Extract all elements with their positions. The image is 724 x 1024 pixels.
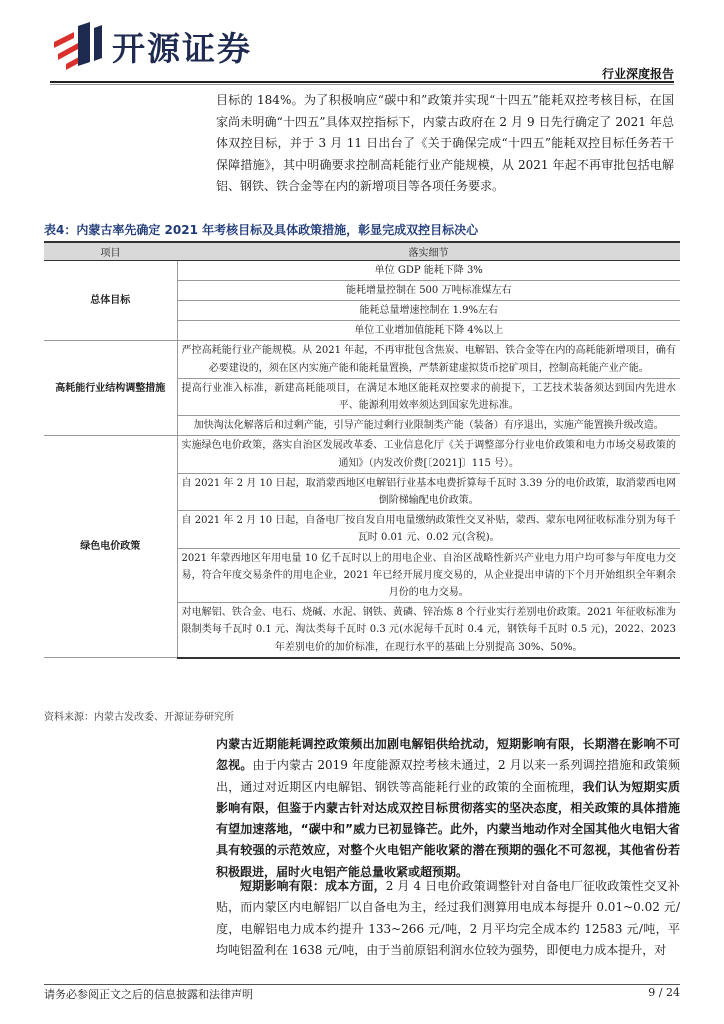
detail-cell: 能耗总量增速控制在 1.9%左右: [177, 300, 680, 320]
detail-cell: 能耗增量控制在 500 万吨标准煤左右: [177, 280, 680, 300]
paragraph-lead: 内蒙古近期能耗调控政策频出加剧电解铝供给扰动，短期影响有限，长期潜在影响不可忽视。: [216, 737, 680, 773]
paragraph-text: 2 月 4 日电价政策调整针对自备电厂征收政策性交叉补贴，而内蒙区内电解铝厂以自备电为主，经过我们测算用电成本每提升 0.01~0.02 元/度，电解铝电力成本约提升 133~266 元/吨，2 月平均完全成本约 12583 元/吨，平均吨铝盈利在 1638 元/吨，由于当前原铝利润水位较为强势，即便电力成本提升，对: [216, 879, 680, 957]
category-overall-target: 总体目标: [44, 260, 177, 341]
detail-cell: 严控高耗能行业产能规模。从 2021 年起，不再审批包含焦炭、电解铝、铁合金等在内的高耗能新增项目，确有必要建设的，须在区内实施产能和能耗量置换，严禁新建虚拟货币挖矿项目，控制高耗能产业产能。: [177, 341, 680, 378]
footer-divider: [44, 984, 680, 985]
table-source: 资料来源：内蒙古发改委、开源证券研究所: [44, 712, 234, 723]
detail-cell: 实施绿色电价政策，落实自治区发展改革委、工业信息化厅《关于调整部分行业电价政策和电力市场交易政策的通知》（内发改价费[〔2021]〕115 号）。: [177, 436, 680, 473]
table-header-row: [44, 242, 680, 260]
report-type-label: 行业深度报告: [601, 67, 674, 81]
table-row: [44, 341, 680, 378]
brand-name: 开源证券: [112, 28, 252, 68]
policy-table: [44, 241, 680, 659]
detail-cell: 自 2021 年 2 月 10 日起，自备电厂按自发自用电量缴纳政策性交叉补贴，蒙西、蒙东电网征收标准分别为每千瓦时 0.01 元、0.02 元(含税)。: [177, 511, 680, 548]
detail-cell: 单位工业增加值能耗下降 4%以上: [177, 321, 680, 341]
header-divider: [50, 81, 674, 83]
table-row: [44, 260, 680, 280]
column-header-detail: 落实细节: [177, 242, 680, 260]
paragraph-conclusion: 我们认为短期实质影响有限，但鉴于内蒙古针对达成双控目标贯彻落实的坚决态度，相关政策的具体措施有望加速落地，“碳中和”威力已初显锋芒。此外，内蒙当地动作对全国其他火电铝大省具有较强的示范效应，对整个火电铝产能收紧的潜在预期的强化不可忽视，其他省份若积极跟进，届时火电铝产能总量收紧或超预期。: [216, 779, 680, 879]
column-header-item: 项目: [44, 242, 177, 260]
detail-cell: 加快淘汰化解落后和过剩产能，引导产能过剩行业限制类产能（装备）有序退出，实施产能置换升级改造。: [177, 416, 680, 436]
table-row: [44, 436, 680, 473]
category-industry-adjustment: 高耗能行业结构调整措施: [44, 341, 177, 436]
detail-cell: 2021 年蒙西地区年用电量 10 亿千瓦时以上的用电企业、自治区战略性新兴产业电力用户均可参与年度电力交易，符合年度交易条件的用电企业，2021 年已经开展月度交易的，从企业提出申请的下个月开始组织全年剩余月份的电力交易。: [177, 548, 680, 603]
table-title: 表4：内蒙古率先确定 2021 年考核目标及具体政策措施，彰显完成双控目标决心: [44, 223, 479, 237]
company-logo: [50, 20, 280, 72]
header-divider-thin: [50, 84, 674, 85]
paragraph-text: 由于内蒙古 2019 年度能源双控考核未通过，2 月以来一系列调控措施和政策频出，通过对近期区内电解铝、钢铁等高能耗行业的政策的全面梳理，: [216, 758, 680, 794]
detail-cell: 提高行业准入标准，新建高耗能项目，在满足本地区能耗双控要求的前提下，工艺技术装备须达到国内先进水平、能源利用效率须达到国家先进标准。: [177, 378, 680, 415]
footer-disclaimer: 请务必参阅正文之后的信息披露和法律声明: [44, 988, 253, 1001]
detail-cell: 自 2021 年 2 月 10 日起，取消蒙西地区电解铝行业基本电费折算每千瓦时 3.39 分的电价政策，取消蒙西电网倒阶梯输配电价政策。: [177, 473, 680, 510]
category-green-price: 绿色电价政策: [44, 436, 177, 658]
detail-cell: 对电解铝、铁合金、电石、烧碱、水泥、钢铁、黄磷、锌冶炼 8 个行业实行差别电价政策。2021 年征收标准为限制类每千瓦时 0.1 元、淘汰类每千瓦时 0.3 元(水泥每千瓦时 0.4 元，钢铁每千瓦时 0.5 元)，2022、2023 年差别电价的加价标准，在现行水平的基础上分别提高 30%、50%。: [177, 603, 680, 658]
analysis-paragraph-1: [216, 734, 680, 883]
detail-cell: 单位 GDP 能耗下降 3%: [177, 260, 680, 280]
intro-paragraph: 目标的 184%。为了积极响应“碳中和”政策并实现“十四五”能耗双控考核目标，在国家尚未明确“十四五”具体双控指标下，内蒙古政府在 2 月 9 日先行确定了 2021 年总体双控目标，并于 3 月 11 日出台了《关于确保完成“十四五”能耗双控目标任务若干保障措施》，其中明确要求控制高耗能行业产能规模，从 2021 年起不再审批包括电解铝、钢铁、铁合金等在内的新增项目等各项任务要求。: [216, 93, 674, 193]
analysis-paragraph-2: [216, 876, 680, 961]
brand-logo-icon: [50, 22, 106, 70]
page-number: 9 / 24: [648, 986, 680, 999]
paragraph-lead: 短期影响有限：成本方面，: [240, 879, 386, 893]
